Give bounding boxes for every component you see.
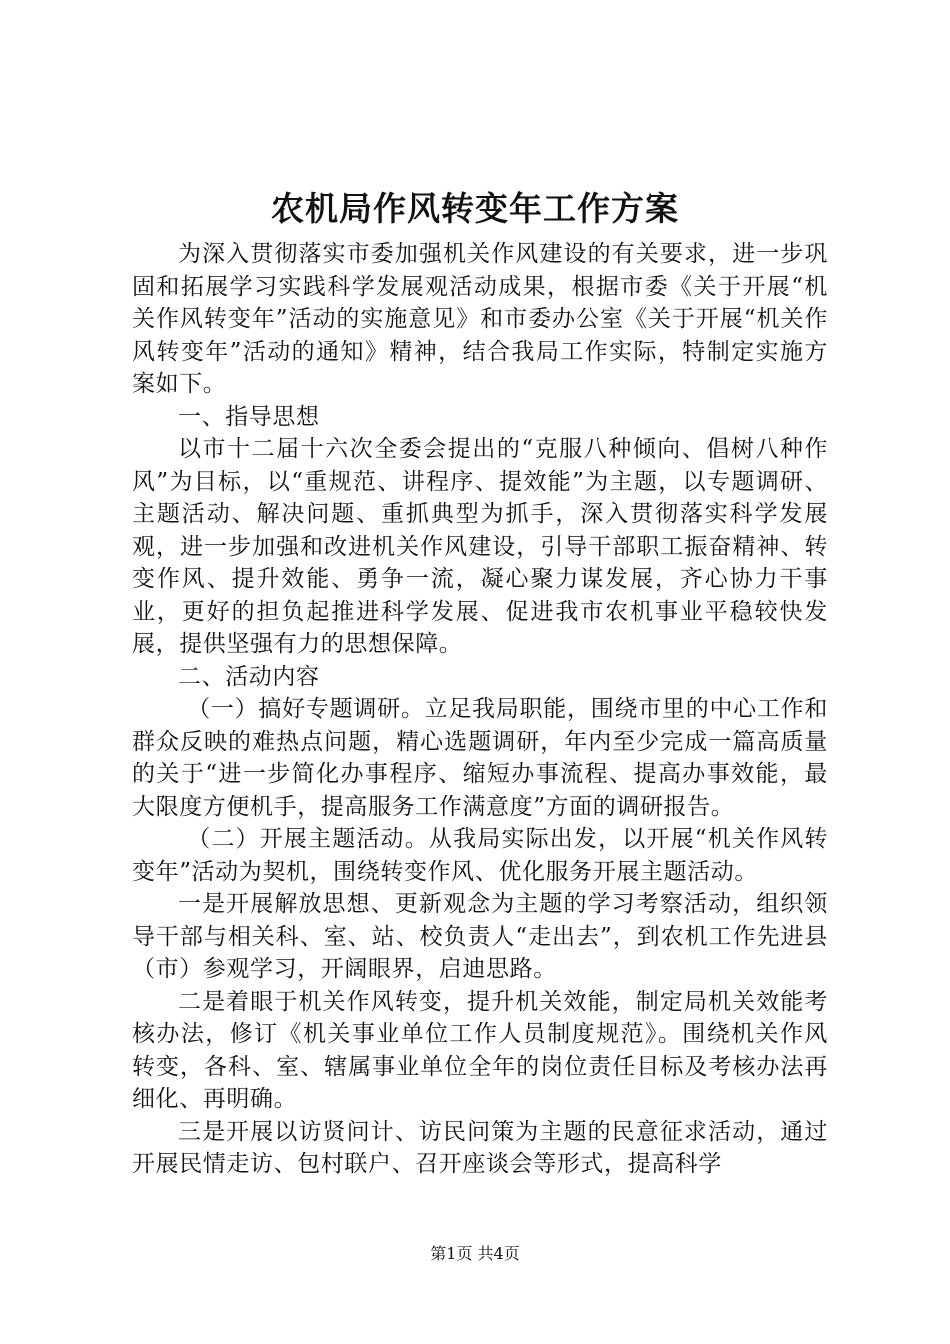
paragraph-guiding-thought: 以市十二届十六次全委会提出的“克服八种倾向、倡树八种作风”为目标，以“重规范、讲程序、提效能”为主题，以专题调研、主题活动、解决问题、重抓典型为抓手，深入贯彻落实科学发展观，进一步加强和改进机关作风建设，引导干部职工振奋精神、转变作风、提升效能、勇争一流，凝心聚力谋发展，齐心协力干事业，更好的担负起推进科学发展、促进我市农机事业平稳较快发展，提供坚强有力的思想保障。: [132, 436, 828, 657]
paragraph-item-two: 二是着眼于机关作风转变，提升机关效能，制定局机关效能考核办法，修订《机关事业单位工作人员制度规范》。围绕机关作风转变，各科、室、辖属事业单位全年的岗位责任目标及考核办法再细化、再明确。: [132, 988, 828, 1112]
paragraph-item-one: 一是开展解放思想、更新观念为主题的学习考察活动，组织领导干部与相关科、室、站、校负责人“走出去”，到农机工作先进县（市）参观学习，开阔眼界，启迪思路。: [132, 891, 828, 982]
document-title: 农机局作风转变年工作方案: [271, 189, 679, 228]
document-body: [132, 238, 828, 1181]
paragraph-item-three: 三是开展以访贤问计、访民问策为主题的民意征求活动，通过开展民情走访、包村联户、召开座谈会等形式，提高科学: [132, 1118, 828, 1177]
section-heading-guiding-thought: 一、指导思想: [178, 403, 320, 430]
page-footer: 第1页 共4页: [430, 1244, 520, 1263]
paragraph-theme-activities: （二）开展主题活动。从我局实际出发，以开展“机关作风转变年”活动为契机，围绕转变作风、优化服务开展主题活动。: [132, 826, 828, 885]
paragraph-special-research: （一）搞好专题调研。立足我局职能，围绕市里的中心工作和群众反映的难热点问题，精心选题调研，年内至少完成一篇高质量的关于“进一步简化办事程序、缩短办事流程、提高办事效能，最大限度方便机手，提高服务工作满意度”方面的调研报告。: [132, 696, 828, 820]
paragraph-intro: 为深入贯彻落实市委加强机关作风建设的有关要求，进一步巩固和拓展学习实践科学发展观活动成果，根据市委《关于开展“机关作风转变年”活动的实施意见》和市委办公室《关于开展“机关作风转变年”活动的通知》精神，结合我局工作实际，特制定实施方案如下。: [132, 241, 828, 397]
section-heading-activity-content: 二、活动内容: [178, 663, 320, 690]
